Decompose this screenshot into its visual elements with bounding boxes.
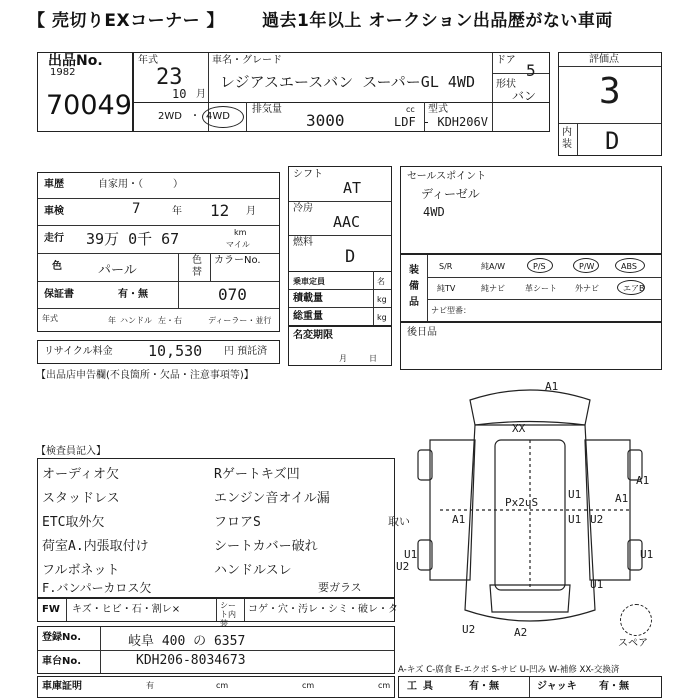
drive-2wd: 2WD	[158, 111, 182, 122]
inspection-label: 車検	[44, 206, 64, 217]
mileage-label: 走行	[44, 233, 64, 244]
inspector-left-5: F.バンパーカロス欠	[42, 581, 152, 595]
mark-pxus: Px2uS	[505, 496, 539, 509]
registration-box	[37, 626, 395, 674]
year-value: 23	[156, 65, 183, 90]
tool-box	[398, 676, 662, 698]
mark-u2b: U2	[396, 560, 410, 573]
mark-u1e: U1	[590, 578, 604, 591]
header-title-left: 【 売切りEXコーナー 】	[28, 11, 225, 31]
tool-value: 有・無	[469, 681, 499, 692]
displacement-value: 3000	[306, 111, 345, 130]
door-label: ドア	[496, 55, 516, 66]
inspection-year-unit: 年	[172, 206, 182, 217]
recycle-unit: 円 預託済	[224, 346, 268, 357]
door-value: 5	[526, 61, 536, 80]
load-unit: kg	[377, 295, 387, 304]
cert-cm-2: cm	[302, 681, 315, 690]
equip-sr: S/R	[439, 262, 453, 271]
fw-label: FW	[42, 604, 60, 615]
color-change-label: 色替	[192, 255, 202, 278]
mark-u1c: U1	[404, 548, 418, 561]
mark-u1b: U1	[568, 513, 582, 526]
equip-pw-circle	[573, 258, 599, 273]
history-label: 車歴	[44, 179, 64, 190]
mark-a1-right: A1	[615, 492, 629, 505]
inspector-left-2: ETC取外欠	[42, 515, 105, 530]
ac-value: AAC	[333, 213, 361, 231]
score-label: 評価点	[589, 54, 619, 65]
color-no-value: 070	[218, 285, 247, 304]
sales-box	[400, 166, 662, 254]
dealer-label: ディーラー・並行	[208, 316, 272, 325]
interior-label: 内装	[562, 127, 572, 150]
cc-label: cc	[406, 105, 415, 114]
shift-value: AT	[343, 179, 362, 197]
month-value: 10	[172, 87, 187, 101]
inspector-right-3: シートカバー破れ	[214, 539, 318, 554]
drive-4wd: 4WD	[206, 111, 230, 122]
cert-yes-1: 有	[146, 681, 154, 690]
capacity-unit: 名	[377, 277, 385, 286]
shape-value: バン	[512, 89, 537, 103]
vehicle-box: 年式 23 10 月 車名・グレード レジアスエースバン スーパーGL 4WD ドア 5 形状 バン 2WD ・ 4WD 排気量 3000 cc 型式 LDF - KDH206V	[133, 52, 550, 132]
mark-u2: U2	[590, 513, 604, 526]
color-no-label: カラーNo.	[214, 255, 261, 266]
model-value: LDF - KDH206V	[394, 115, 488, 129]
history-value: 自家用・（ ）	[98, 179, 183, 190]
inspection-year: 7	[132, 201, 141, 217]
km-label: km	[234, 228, 247, 237]
equip-aw: 純A/W	[481, 262, 506, 271]
inspector-right-2: フロアS	[214, 515, 261, 530]
capacity-label: 乗車定員	[293, 277, 325, 286]
warranty-label: 保証書	[44, 289, 74, 300]
equip-airbag-circle	[617, 280, 645, 295]
equipment-box	[400, 254, 662, 322]
mark-xx: XX	[512, 422, 526, 435]
mark-a1-far: A1	[636, 474, 650, 487]
mark-u1d: U1	[640, 548, 654, 561]
name-change-box	[288, 326, 399, 366]
notes-label: 後日品	[407, 327, 437, 338]
inspector-left-0: オーディオ欠	[42, 467, 119, 482]
displacement-label: 排気量	[252, 104, 282, 115]
jack-label: ジャッキ	[537, 681, 577, 692]
fw-value: キズ・ヒビ・石・割レ×	[72, 604, 181, 615]
inspector-right-4: ハンドルスレ	[214, 563, 292, 578]
seat-label: シート内装	[220, 601, 236, 628]
drive-4wd-circle	[202, 106, 244, 128]
lot-box	[37, 52, 133, 132]
reg-label: 登録No.	[42, 632, 82, 643]
mark-tori: 取い	[388, 515, 410, 528]
inspector-right-0: Rゲートキズ凹	[214, 467, 300, 482]
month-unit: 月	[196, 89, 206, 100]
equip-abs-circle	[615, 258, 645, 273]
car-front-bumper	[490, 585, 570, 612]
shift-label: シフト	[293, 169, 323, 180]
equip-ps: P/S	[533, 262, 546, 271]
year-label: 年式	[138, 55, 158, 66]
first-reg-label: 年式	[42, 314, 58, 323]
chassis-label: 車台No.	[42, 656, 82, 667]
spare-label: スペア	[618, 638, 648, 649]
color-label: 色	[52, 261, 62, 272]
mark-a2: A2	[514, 626, 528, 639]
car-roof-outline	[470, 390, 590, 425]
lot-number: 70049	[46, 90, 132, 121]
recycle-box	[37, 340, 280, 364]
recycle-label: リサイクル料金	[44, 346, 113, 357]
name-change-unit: 月日	[339, 354, 399, 363]
name-change-label: 名変期限	[293, 330, 333, 341]
inspection-month: 12	[210, 201, 230, 220]
inspector-box	[37, 458, 395, 598]
vehicle-name: レジアスエースバン スーパーGL 4WD	[220, 73, 475, 91]
equip-airbag: エアB	[623, 284, 645, 293]
model-label: 型式	[428, 104, 448, 115]
sales-line2: 4WD	[423, 205, 445, 219]
cert-cm-1: cm	[216, 681, 229, 690]
equip-ps-circle	[527, 258, 553, 273]
inspector-left-1: スタッドレス	[42, 491, 120, 506]
inspection-month-unit: 月	[246, 206, 256, 217]
equipment-label: 装備品	[409, 265, 419, 308]
inspector-left-4: フルボネット	[42, 563, 120, 578]
mark-a1-left: A1	[452, 513, 466, 526]
mark-a1-top: A1	[545, 380, 559, 393]
history-box	[37, 172, 280, 332]
sales-line1: ディーゼル	[421, 187, 480, 201]
fuel-value: D	[345, 247, 356, 267]
fuel-label: 燃料	[293, 237, 313, 248]
tool-label: 工具	[407, 681, 439, 692]
legend-text: A-キズ C-腐食 E-エクボ S-サビ U-凹み W-補修 XX-交換済	[398, 665, 620, 675]
equip-ext-navi: 外ナビ	[575, 284, 599, 293]
car-diagram	[388, 380, 662, 650]
lot-label: 出品No.	[48, 53, 103, 69]
lot-sub: 1982	[50, 67, 76, 78]
navi-model-label: ナビ型番：	[431, 306, 471, 315]
fw-box	[37, 598, 398, 628]
interior-value: D	[605, 127, 620, 155]
seat-value: コゲ・穴・汚レ・シミ・破レ・タ	[248, 604, 398, 615]
mid-box	[288, 166, 392, 326]
cert-label: 車庫証明	[42, 681, 82, 692]
name-label: 車名・グレード	[212, 55, 282, 66]
handle-label: ハンドル	[120, 316, 152, 325]
declaration-label: 【出品店申告欄(不良箇所・欠品・注意事項等)】	[36, 370, 254, 381]
sales-label: セールスポイント	[407, 171, 487, 182]
year-unit-small: 年	[108, 316, 116, 325]
header-title-right: 過去1年以上 オークション出品歴がない車両	[262, 11, 613, 31]
equip-pw: P/W	[579, 262, 595, 271]
ac-label: 冷房	[293, 203, 313, 214]
color-value: パール	[98, 263, 137, 278]
cert-box	[37, 676, 395, 698]
mark-u1a: U1	[568, 488, 582, 501]
inspector-right-1: エンジン音オイル漏	[214, 491, 330, 506]
warranty-value: 有・無	[118, 289, 148, 300]
inspector-extra: 要ガラス	[318, 581, 362, 594]
inspector-left-3: 荷室A.内張取付け	[42, 539, 149, 554]
mark-u2c: U2	[462, 623, 476, 636]
score-value: 3	[599, 71, 621, 112]
reg-value: 岐阜 400 の 6357	[128, 634, 246, 649]
load-label: 積載量	[293, 293, 323, 304]
mileage-value: 39万 0千 67	[86, 230, 180, 248]
jack-value: 有・無	[599, 681, 629, 692]
shape-label: 形状	[496, 79, 516, 90]
chassis-value: KDH206-8034673	[136, 653, 246, 668]
equip-navi: 純ナビ	[481, 284, 505, 293]
inspector-label: 【検査員記入】	[36, 446, 106, 457]
notes-box	[400, 322, 662, 370]
equip-abs: ABS	[621, 262, 637, 271]
gross-unit: kg	[377, 313, 387, 322]
equip-leather: 革シート	[525, 284, 557, 293]
equip-tv: 純TV	[437, 284, 456, 293]
handle-value: 左・右	[158, 316, 182, 325]
cert-cm-3: cm	[378, 681, 391, 690]
score-box	[558, 52, 662, 156]
gross-label: 総重量	[293, 311, 323, 322]
mile-label: マイル	[226, 240, 250, 249]
recycle-value: 10,530	[148, 342, 203, 360]
